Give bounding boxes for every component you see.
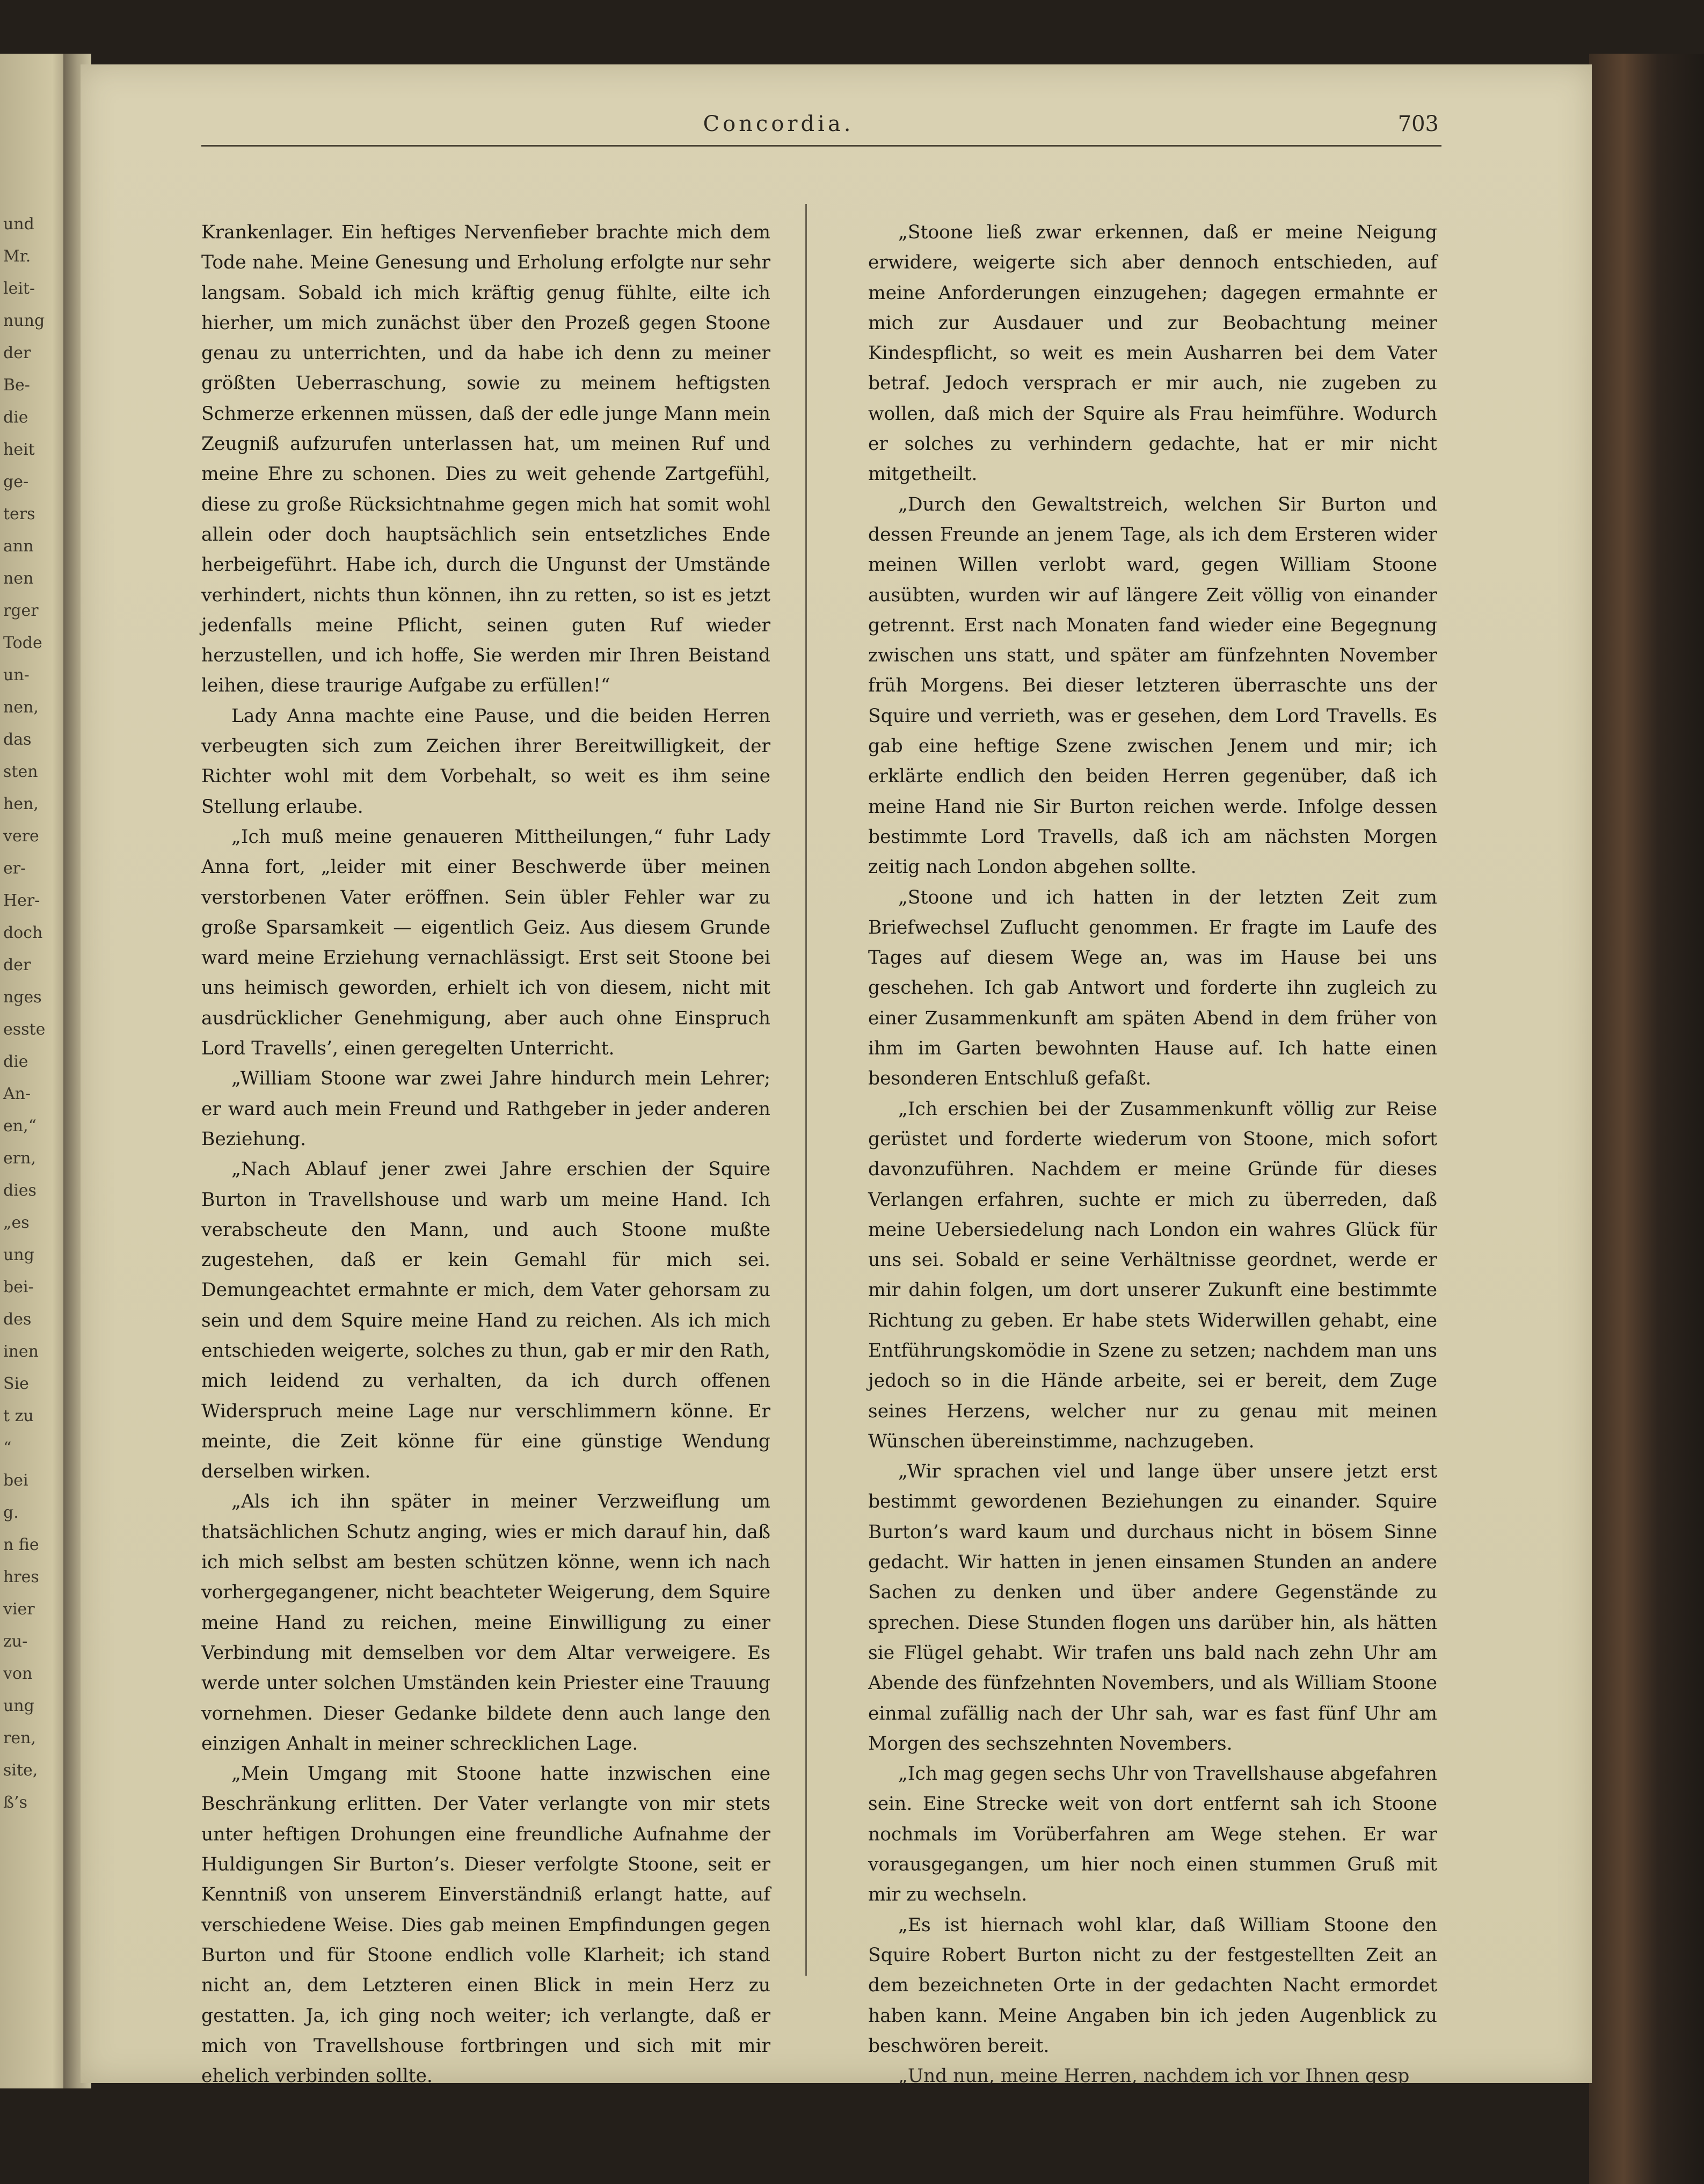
left-column bbox=[201, 217, 770, 2091]
book-binding-edge bbox=[1589, 54, 1704, 2184]
previous-page-fragment: Be- bbox=[3, 376, 30, 395]
previous-page-fragment: Sie bbox=[3, 1374, 29, 1393]
previous-page-fragment: die bbox=[3, 1052, 28, 1071]
previous-page-fragment: der bbox=[3, 344, 31, 362]
paragraph: „Stoone ließ zwar erkennen, daß er meine Neigung erwidere, weigerte sich aber dennoch entschieden, auf meine Anforderungen einzugehen; dagegen ermahnte er mich zur Ausdauer und zur Beobachtung meiner Kindespflicht, so weit es mein Ausharren bei dem Vater betraf. Jedoch versprach er mir auch, nie zugeben zu wollen, daß mich der Squire als Frau heimführe. Wodurch er solches zu verhindern gedachte, hat er mir nicht mitgetheilt. bbox=[868, 222, 1437, 485]
previous-page-fragment: en,“ bbox=[3, 1117, 37, 1135]
previous-page-fragment: g. bbox=[3, 1503, 19, 1522]
previous-page-fragment: zu- bbox=[3, 1632, 28, 1651]
previous-page-fragment: vere bbox=[3, 827, 39, 846]
previous-page-fragment: hres bbox=[3, 1568, 39, 1586]
previous-page-fragment: die bbox=[3, 408, 28, 427]
previous-page-fragment: An- bbox=[3, 1084, 31, 1103]
previous-page-fragment: Her- bbox=[3, 891, 40, 910]
previous-page-fragment: nen, bbox=[3, 698, 39, 717]
paragraph: „William Stoone war zwei Jahre hindurch mein Lehrer; er ward auch mein Freund und Rathgeber in jeder anderen Beziehung. bbox=[201, 1068, 770, 1150]
paragraph: „Und nun, meine Herren, nachdem ich vor Ihnen gesp bbox=[898, 2065, 1410, 2087]
previous-page-fragment: das bbox=[3, 730, 32, 749]
previous-page-fragment: „es bbox=[3, 1213, 30, 1232]
previous-page-fragment: vier bbox=[3, 1600, 35, 1619]
paragraph: „Mein Umgang mit Stoone hatte inzwischen eine Beschränkung erlitten. Der Vater verlangte von mir stets unter heftigen Drohungen eine freundliche Aufnahme der Huldigungen Sir Burton’s. Dieser verfolgte Stoone, seit er Kenntniß von unserem Einverständniß erlangt hatte, auf verschiedene Weise. Dies gab meinen Empfindungen gegen Burton und für Stoone endlich volle Klarheit; ich stand nicht an, dem Letzteren einen Blick in mein Herz zu gestatten. Ja, ich ging noch weiter; ich verlangte, daß er mich von Travellshouse fortbringen und sich mit mir ehelich verbinden sollte. bbox=[201, 1763, 770, 2087]
paragraph: „Wir sprachen viel und lange über unsere jetzt erst bestimmt gewordenen Beziehungen zu einander. Squire Burton’s ward kaum und durchaus nicht in bösem Sinne gedacht. Wir hatten in jenen einsamen Stunden an andere Sachen zu denken und über andere Gegenstände zu sprechen. Diese Stunden flogen uns darüber hin, als hätten sie Flügel gehabt. Wir trafen uns bald nach zehn Uhr am Abende des fünfzehnten Novembers, und als William Stoone einmal zufällig nach der Uhr sah, war es fast fünf Uhr am Morgen des sechszehnten Novembers. bbox=[868, 1461, 1437, 1755]
previous-page-fragment: er- bbox=[3, 859, 26, 878]
column-divider bbox=[805, 204, 807, 1976]
previous-page-fragment: ren, bbox=[3, 1729, 36, 1748]
previous-page-fragment: bei bbox=[3, 1471, 28, 1490]
previous-page-fragment: ters bbox=[3, 505, 35, 523]
previous-page-fragment: nen bbox=[3, 569, 34, 588]
previous-page-fragment: ern, bbox=[3, 1149, 36, 1168]
previous-page-fragment: t zu bbox=[3, 1407, 34, 1425]
previous-page-fragment: Tode bbox=[3, 634, 42, 652]
previous-page-fragment: bei- bbox=[3, 1278, 34, 1297]
paragraph: Lady Anna machte eine Pause, und die beiden Herren verbeugten sich zum Zeichen ihrer Bereitwilligkeit, der Richter wohl mit dem Vorbehalt, so weit es ihm seine Stellung erlaube. bbox=[201, 705, 770, 818]
previous-page-fragment: n fie bbox=[3, 1535, 39, 1554]
previous-page-fragment: der bbox=[3, 956, 31, 974]
right-column bbox=[868, 217, 1437, 2091]
header-rule bbox=[201, 145, 1441, 147]
previous-page-fragment: nges bbox=[3, 988, 42, 1007]
page-number: 703 bbox=[1397, 112, 1439, 136]
previous-page-fragment: esste bbox=[3, 1020, 46, 1039]
previous-page-fragment: nung bbox=[3, 311, 45, 330]
previous-page-fragment: Mr. bbox=[3, 247, 31, 266]
previous-page-fragment: ann bbox=[3, 537, 34, 556]
paragraph: „Es ist hiernach wohl klar, daß William Stoone den Squire Robert Burton nicht zu der festgestellten Zeit an dem bezeichneten Orte in der gedachten Nacht ermordet haben kann. Meine Angaben bin ich jeden Augenblick zu beschwören bereit. bbox=[868, 1914, 1437, 2057]
previous-page-fragment: ung bbox=[3, 1697, 34, 1715]
previous-page-fragment: doch bbox=[3, 923, 43, 942]
paragraph: „Als ich ihn später in meiner Verzweiflung um thatsächlichen Schutz anging, wies er mich darauf hin, daß ich mich selbst am besten schützen könne, wenn ich nach vorhergegangener, nicht beachteter Weigerung, dem Squire meine Hand zu reichen, meine Einwilligung zu einer Verbindung mit demselben vor dem Altar verweigere. Es werde unter solchen Umständen kein Priester eine Trauung vornehmen. Dieser Gedanke bildete denn auch lange den einzigen Anhalt in meiner schrecklichen Lage. bbox=[201, 1491, 770, 1755]
paragraph: „Ich erschien bei der Zusammenkunft völlig zur Reise gerüstet und forderte wiederum von Stoone, mich sofort davonzuführen. Nachdem er meine Gründe für dieses Verlangen erfahren, suchte er mich zu überreden, daß meine Uebersiedelung nach London ein wahres Glück für uns sei. Sobald er seine Verhältnisse geordnet, werde er mir dahin folgen, um dort unserer Zukunft eine bestimmte Richtung zu geben. Er habe stets Widerwillen gehabt, eine Entführungskomödie in Szene zu setzen; nachdem man uns jedoch so in die Hände arbeite, sei er bereit, dem Zuge seines Herzens, welcher nur zu genau mit meinen Wünschen übereinstimme, nachzugeben. bbox=[868, 1098, 1437, 1452]
previous-page-fragment: ge- bbox=[3, 472, 29, 491]
previous-page-fragment: sten bbox=[3, 762, 38, 781]
previous-page-fragment: rger bbox=[3, 601, 39, 620]
previous-page-fragment: leit- bbox=[3, 279, 35, 298]
previous-page-fragment: ß’s bbox=[3, 1793, 27, 1812]
previous-page-fragment: des bbox=[3, 1310, 32, 1329]
paragraph: „Ich muß meine genaueren Mittheilungen,“ fuhr Lady Anna fort, „leider mit einer Beschwerde über meinen verstorbenen Vater eröffnen. Sein übler Fehler war zu große Sparsamkeit — eigentlich Geiz. Aus diesem Grunde ward meine Erziehung vernachlässigt. Erst seit Stoone bei uns heimisch geworden, erhielt ich von diesem, nicht mit ausdrücklicher Genehmigung, aber auch ohne Einspruch Lord Travells’, einen geregelten Unterricht. bbox=[201, 826, 770, 1060]
paragraph: „Durch den Gewaltstreich, welchen Sir Burton und dessen Freunde an jenem Tage, als ich dem Ersteren wider meinen Willen verlobt ward, gegen William Stoone ausübten, wurden wir auf längere Zeit völlig von einander getrennt. Erst nach Monaten fand wieder eine Begegnung zwischen uns statt, und später am fünfzehnten November früh Morgens. Bei dieser letzteren überraschte uns der Squire und verrieth, was er gesehen, dem Lord Travells. Es gab eine heftige Szene zwischen Jenem und mir; ich erklärte endlich den beiden Herren gegenüber, daß ich meine Hand nie Sir Burton reichen werde. Infolge dessen bestimmte Lord Travells, daß ich am nächsten Morgen zeitig nach London abgehen sollte. bbox=[868, 493, 1437, 878]
previous-page-fragment: inen bbox=[3, 1342, 39, 1361]
running-head: Concordia. bbox=[703, 112, 854, 136]
paragraph: „Ich mag gegen sechs Uhr von Travellshause abgefahren sein. Eine Strecke weit von dort entfernt sah ich Stoone nochmals im Vorüberfahren am Wege stehen. Er war vorausgegangen, um hier noch einen stummen Gruß mit mir zu wechseln. bbox=[868, 1763, 1437, 1906]
previous-page-fragment: hen, bbox=[3, 795, 39, 813]
previous-page-fragment: un- bbox=[3, 666, 30, 685]
previous-page-fragment: “ bbox=[3, 1439, 12, 1458]
previous-page-fragment: heit bbox=[3, 440, 35, 459]
previous-page-fragment: ung bbox=[3, 1246, 34, 1264]
previous-page-fragment: und bbox=[3, 215, 34, 234]
previous-page-fragment: dies bbox=[3, 1181, 37, 1200]
paragraph: „Stoone und ich hatten in der letzten Zeit zum Briefwechsel Zuflucht genommen. Er fragte im Laufe des Tages auf diesem Wege an, was im Hause bei uns geschehen. Ich gab Antwort und forderte ihn zugleich zu einer Zusammenkunft am späten Abend in dem früher von ihm im Garten bewohnten Hause auf. Ich hatte einen besonderen Entschluß gefaßt. bbox=[868, 886, 1437, 1090]
paragraph: Krankenlager. Ein heftiges Nervenfieber brachte mich dem Tode nahe. Meine Genesung und Erholung erfolgte nur sehr langsam. Sobald ich mich kräftig genug fühlte, eilte ich hierher, um mich zunächst über den Prozeß gegen Stoone genau zu unterrichten, und da habe ich denn zu meiner größten Ueberraschung, sowie zu meinem heftigsten Schmerze erkennen müssen, daß der edle junge Mann mein Zeugniß aufzurufen unterlassen hat, um meinen Ruf und meine Ehre zu schonen. Dies zu weit gehende Zartgefühl, diese zu große Rücksichtnahme gegen mich hat somit wohl allein oder doch hauptsächlich sein entsetzliches Ende herbeigeführt. Habe ich, durch die Ungunst der Umstände verhindert, nichts thun können, ihn zu retten, so ist es jetzt jedenfalls meine Pflicht, seinen guten Ruf wieder herzustellen, und ich hoffe, Sie werden mir Ihren Beistand leihen, diese traurige Aufgabe zu erfüllen!“ bbox=[201, 222, 770, 697]
paragraph: „Nach Ablauf jener zwei Jahre erschien der Squire Burton in Travellshouse und warb um meine Hand. Ich verabscheute den Mann, und auch Stoone mußte zugestehen, daß er kein Gemahl für mich sei. Demungeachtet ermahnte er mich, dem Vater gehorsam zu sein und dem Squire meine Hand zu reichen. Als ich mich entschieden weigerte, solches zu thun, gab er mir den Rath, mich leidend zu verhalten, da ich durch offenen Widerspruch meine Lage nur verschlimmern könne. Er meinte, die Zeit könne für eine günstige Wendung derselben wirken. bbox=[201, 1159, 770, 1483]
previous-page-fragment: site, bbox=[3, 1761, 38, 1780]
previous-page-fragment: von bbox=[3, 1664, 33, 1683]
